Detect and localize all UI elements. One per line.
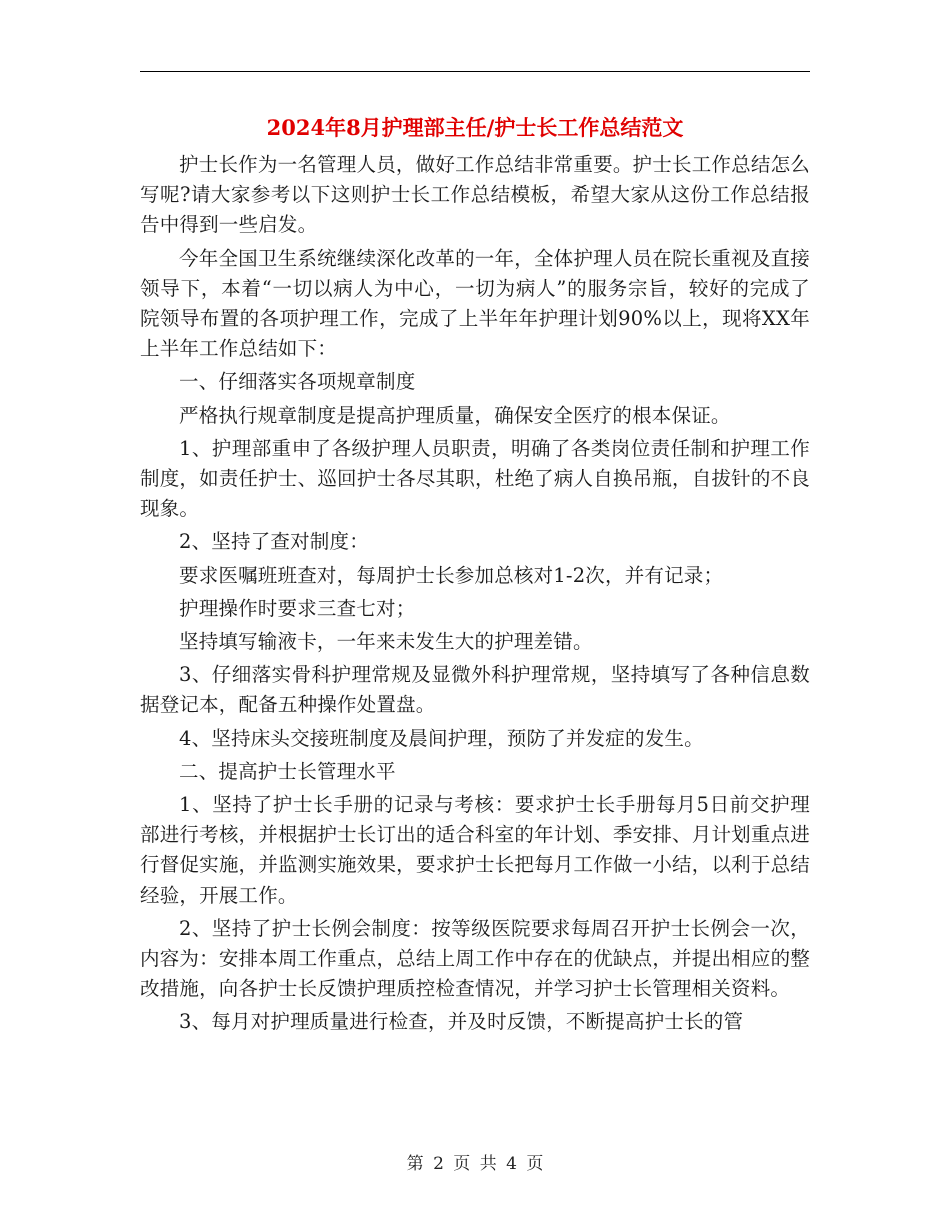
paragraph-intro: 护士长作为一名管理人员，做好工作总结非常重要。护士长工作总结怎么写呢?请大家参考以下这则护士长工作总结模板，希望大家从这份工作总结报告中得到一些启发。 <box>140 153 810 237</box>
list-item: 1、坚持了护士长手册的记录与考核：要求护士长手册每月5日前交护理部进行考核，并根据护士长订出的适合科室的年计划、季安排、月计划重点进行督促实施，并监测实施效果，要求护士长把每月工作做一小结，以利于总结经验，开展工作。 <box>140 793 810 907</box>
document-body <box>140 150 810 1038</box>
list-item: 3、仔细落实骨科护理常规及显微外科护理常规，坚持填写了各种信息数据登记本，配备五种操作处置盘。 <box>140 663 810 717</box>
paragraph: 护理操作时要求三查七对； <box>179 596 416 620</box>
paragraph: 要求医嘱班班查对，每周护士长参加总核对1-2次，并有记录； <box>179 563 724 587</box>
paragraph-overview: 今年全国卫生系统继续深化改革的一年，全体护理人员在院长重视及直接领导下，本着“一切以病人为中心，一切为病人”的服务宗旨，较好的完成了院领导布置的各项护理工作，完成了上半年年护理计划90%以上，现将XX年上半年工作总结如下： <box>140 246 810 361</box>
list-item: 3、每月对护理质量进行检查，并及时反馈，不断提高护士长的管 <box>179 1010 744 1034</box>
header-rule <box>140 71 810 72</box>
section-heading-1: 一、仔细落实各项规章制度 <box>179 370 416 394</box>
paragraph: 坚持填写输液卡，一年来未发生大的护理差错。 <box>179 630 593 654</box>
section-heading-2: 二、提高护士长管理水平 <box>179 759 396 783</box>
list-item: 2、坚持了查对制度： <box>179 530 369 554</box>
page-number: 第 2 页 共 4 页 <box>406 1154 544 1174</box>
list-item: 4、坚持床头交接班制度及晨间护理，预防了并发症的发生。 <box>179 726 704 750</box>
list-item: 2、坚持了护士长例会制度：按等级医院要求每周召开护士长例会一次，内容为：安排本周工作重点，总结上周工作中存在的优缺点，并提出相应的整改措施，向各护士长反馈护理质控检查情况，并学习护士长管理相关资料。 <box>140 916 810 1001</box>
document-title: 2024年8月护理部主任/护士长工作总结范文 <box>266 115 684 140</box>
paragraph: 严格执行规章制度是提高护理质量，确保安全医疗的根本保证。 <box>179 403 731 427</box>
list-item: 1、护理部重申了各级护理人员职责，明确了各类岗位责任制和护理工作制度，如责任护士、巡回护士各尽其职，杜绝了病人自换吊瓶，自拔针的不良现象。 <box>140 436 810 521</box>
